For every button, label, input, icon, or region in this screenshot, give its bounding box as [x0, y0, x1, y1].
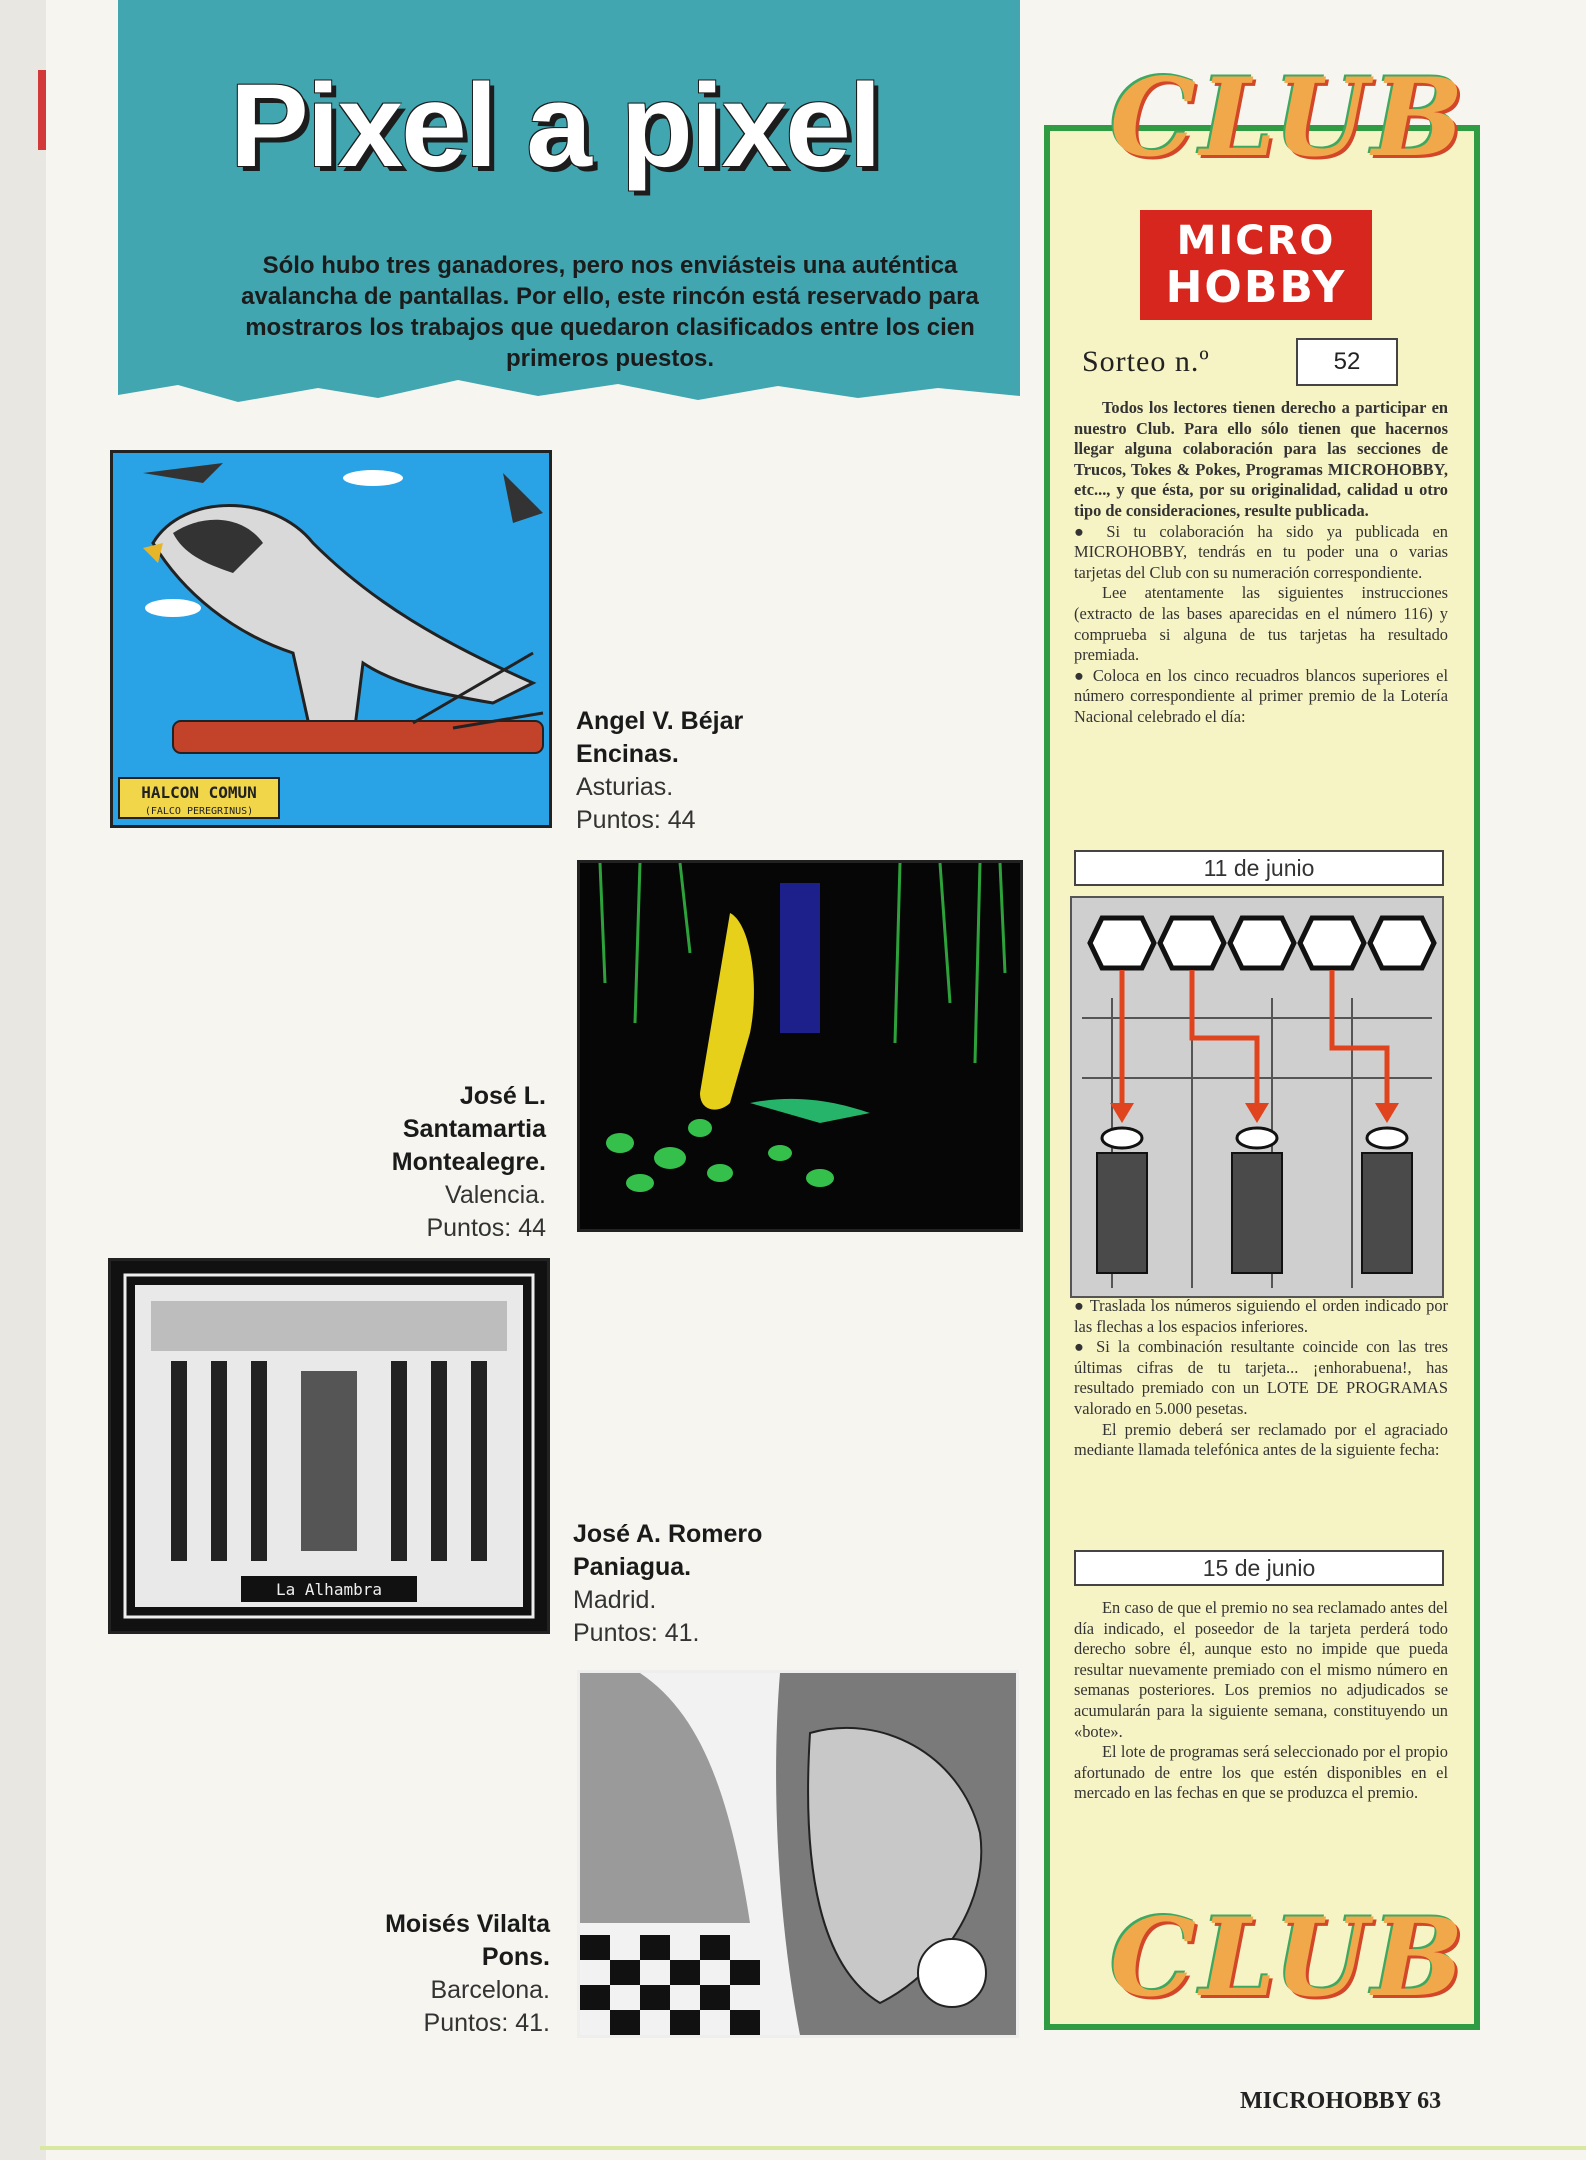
date-box-2: 15 de junio	[1074, 1550, 1444, 1586]
club-para-5: ● Traslada los números siguiendo el orden indicado por las flechas a los espacios inferiores.	[1074, 1296, 1448, 1336]
sorteo-label: Sorteo n.º	[1082, 345, 1210, 378]
page-footer: MICROHOBBY 63	[1240, 2088, 1442, 2114]
falcon-sublabel: (FALCO PEREGRINUS)	[144, 806, 254, 817]
club-logo-bottom: CLUB	[1110, 1895, 1468, 2021]
club-para-7: El premio deberá ser reclamado por el agraciado mediante llamada telefónica antes de la siguiente fecha:	[1074, 1419, 1448, 1460]
entry-2-name-line1: José L.	[459, 1082, 546, 1110]
club-para-3: Lee atentamente las siguientes instrucciones (extracto de las bases aparecidas en el número 116) y comprueba si alguna de tus tarjetas ha resultado premiada.	[1074, 583, 1448, 665]
entry-4-name-line1: Moisés Vilalta	[385, 1910, 550, 1938]
club-rules-top	[1074, 398, 1448, 728]
microhobby-logo-micro: MICRO	[1176, 218, 1336, 264]
entry-2-points: Puntos: 44	[426, 1214, 546, 1242]
entry-2-caption	[392, 1080, 546, 1245]
entry-3-points: Puntos: 41.	[573, 1619, 700, 1647]
entry-4-name-line2: Pons.	[481, 1943, 550, 1971]
bottom-rule	[40, 2146, 1586, 2150]
entry-1-name-line2: Encinas.	[576, 740, 679, 768]
entry-1-name-line1: Angel V. Béjar	[576, 707, 744, 735]
entry-1-points: Puntos: 44	[576, 806, 696, 834]
lottery-diagram	[1070, 896, 1444, 1298]
entry-3-name-line2: Paniagua.	[573, 1553, 692, 1581]
entry-4-place: Barcelona.	[430, 1976, 550, 2004]
falcon-label: HALCON COMUN	[141, 783, 257, 802]
intro-text: Sólo hubo tres ganadores, pero nos enviásteis una auténtica avalancha de pantallas. Por ello, este rincón está reservado para mostraros los trabajos que quedaron clasificados entre los cien primeros puestos.	[241, 252, 979, 372]
club-para-2: ● Si tu colaboración ha sido ya publicada en MICROHOBBY, tendrás en tu poder una o varias tarjetas del Club con su numeración correspondiente.	[1074, 521, 1448, 582]
club-para-4: ● Coloca en los cinco recuadros blancos superiores el número correspondiente al primer premio de la Lotería Nacional celebrado el día:	[1074, 665, 1448, 726]
artwork-falcon	[110, 450, 552, 828]
club-para-6: ● Si la combinación resultante coincide con las tres últimas cifras de tu tarjeta... ¡enhorabuena!, has resultado premiado con un LOTE DE PROGRAMAS valorado en 5.000 pesetas.	[1074, 1337, 1448, 1418]
entry-4-points: Puntos: 41.	[423, 2009, 550, 2037]
entry-3-caption	[573, 1518, 762, 1650]
entry-1-place: Asturias.	[576, 773, 674, 801]
club-rules-bottom	[1074, 1598, 1448, 1804]
club-para-9: El lote de programas será seleccionado por el propio afortunado de entre los que estén disponibles en el mercado en las fechas en que se produzca el premio.	[1074, 1742, 1448, 1803]
entry-3-name-line1: José A. Romero	[573, 1520, 763, 1548]
page-title: Pixel a pixel	[230, 60, 880, 192]
entry-2-name-line2: Santamartia	[402, 1115, 546, 1143]
date-box-1: 11 de junio	[1074, 850, 1444, 886]
entry-1-caption	[576, 705, 743, 837]
club-rules-middle	[1074, 1296, 1448, 1461]
microhobby-logo	[1140, 210, 1372, 320]
alhambra-label: La Alhambra	[276, 1580, 382, 1599]
microhobby-logo-hobby: HOBBY	[1165, 262, 1347, 313]
artwork-alhambra	[108, 1258, 550, 1634]
artwork-forest	[577, 860, 1023, 1232]
club-logo-top: CLUB	[1110, 55, 1468, 181]
sorteo-number: 52	[1296, 338, 1398, 386]
club-para-8: En caso de que el premio no sea reclamado antes del día indicado, el poseedor de la tarjeta perderá todo derecho sobre él, aunque esto no impide que pueda resultar nuevamente premiado con el mismo número en semanas posteriores. Los premios no adjudicados se acumularán para la siguiente semana, constituyendo un «bote».	[1074, 1598, 1448, 1741]
entry-3-place: Madrid.	[573, 1586, 657, 1614]
entry-4-caption	[385, 1908, 550, 2040]
entry-2-place: Valencia.	[445, 1181, 546, 1209]
page-edge	[0, 0, 46, 2160]
page-edge-marker	[38, 70, 46, 150]
club-para-1: Todos los lectores tienen derecho a participar en nuestro Club. Para ello sólo tienen que hacernos llegar alguna colaboración para las secciones de Trucos, Tokes & Pokes, Programas MICROHOBBY, etc..., y que ésta, por su originalidad, calidad u otro tipo de consideraciones, resulte publicada.	[1074, 398, 1448, 520]
artwork-old-man	[577, 1670, 1019, 2038]
entry-2-name-line3: Montealegre.	[391, 1148, 546, 1176]
